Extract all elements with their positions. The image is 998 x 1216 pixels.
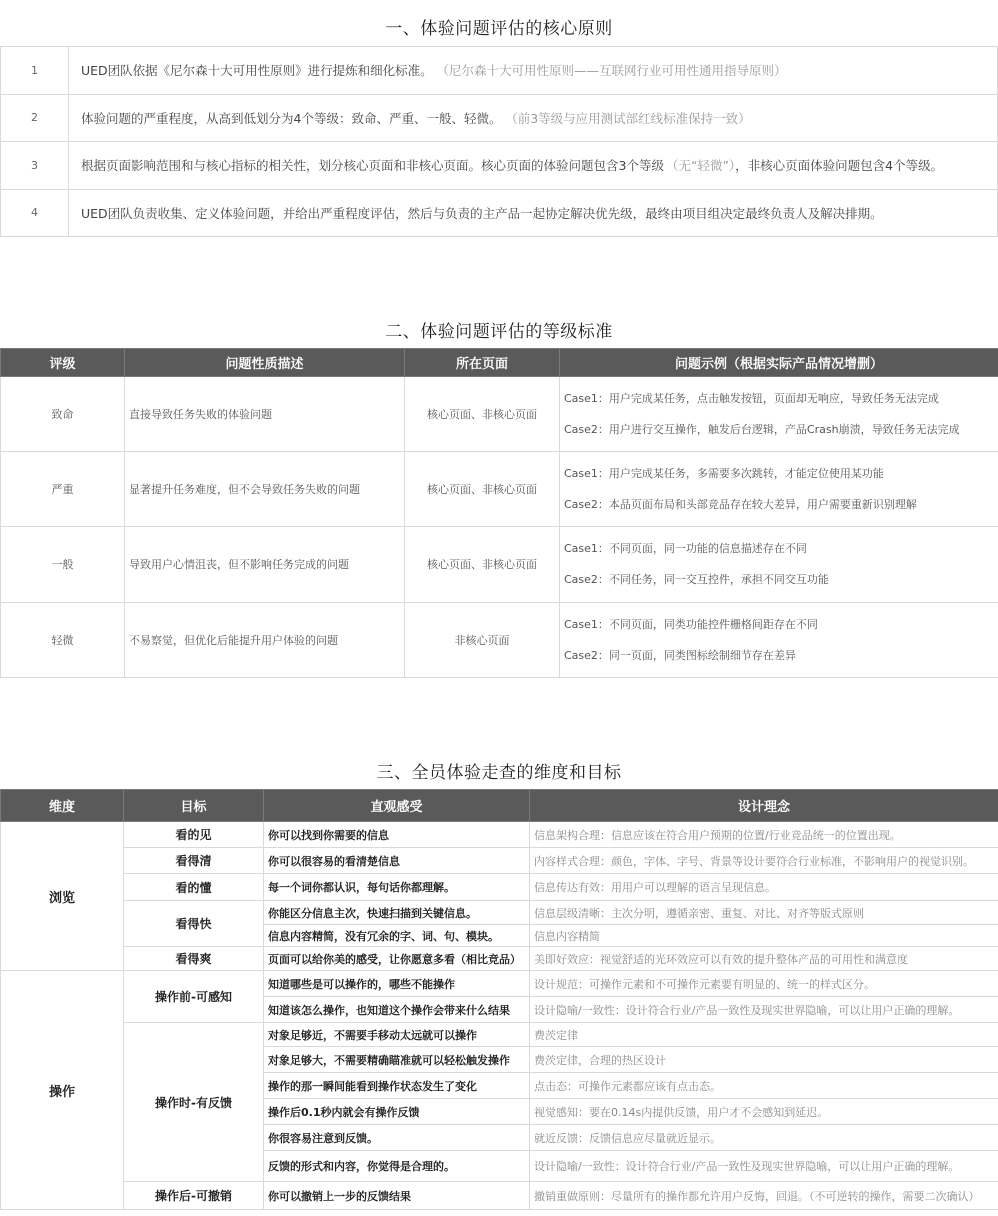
examples-cell [560,602,998,677]
table-row [1,874,998,901]
core-principles-table [0,46,998,237]
table-row [1,47,998,95]
section-title-walkthrough-dimensions: 三、全员体验走查的维度和目标 [376,763,622,783]
dimension-operate: 操作 [1,971,124,1210]
perception-cell: 你可以很容易的看清楚信息 [264,848,530,874]
concept-cell: 信息内容精简 [530,925,998,947]
example-case: Case2：同一页面，同类图标绘制细节存在差异 [564,648,796,662]
table-row [1,189,998,237]
concept-cell: 信息层级清晰：主次分明，遵循亲密、重复、对比、对齐等版式原则 [530,901,998,925]
concept-cell: 信息架构合理：信息应该在符合用户预期的位置/行业竞品统一的位置出现。 [530,822,998,848]
table-header-row [1,790,998,822]
principle-note: （尼尔森十大可用性原则——互联网行业可用性通用指导原则） [442,63,787,79]
goal-cell: 操作前-可感知 [124,971,264,1023]
perception-cell: 对象足够大，不需要精确瞄准就可以轻松触发操作 [264,1047,530,1073]
severity-description: 显著提升任务难度，但不会导致任务失败的问题 [125,452,405,527]
examples-cell [560,377,998,452]
concept-cell: 信息传达有效：用用户可以理解的语言呈现信息。 [530,874,998,901]
examples-cell [560,452,998,527]
goal-cell: 操作时-有反馈 [124,1023,264,1182]
dimension-browse: 浏览 [1,822,124,971]
severity-description: 不易察觉，但优化后能提升用户体验的问题 [125,602,405,677]
table-row [1,1182,998,1210]
column-header-goal: 目标 [124,790,264,822]
row-number: 2 [1,94,69,142]
row-number: 1 [1,47,69,95]
column-header-description: 问题性质描述 [125,349,405,377]
perception-cell: 你很容易注意到反馈。 [264,1125,530,1151]
concept-cell: 设计隐喻/一致性：设计符合行业/产品一致性及现实世界隐喻，可以让用户正确的理解。 [530,1151,998,1182]
table-row [1,377,998,452]
goal-cell: 看的懂 [124,874,264,901]
column-header-dimension: 维度 [1,790,124,822]
severity-description: 直接导致任务失败的体验问题 [125,377,405,452]
concept-cell: 设计隐喻/一致性：设计符合行业/产品一致性及现实世界隐喻，可以让用户正确的理解。 [530,997,998,1023]
column-header-examples: 问题示例（根据实际产品情况增删） [560,349,998,377]
principle-text: 体验问题的严重程度，从高到低划分为4个等级：致命、严重、一般、轻微。 （前3等级与应用测试部红线标准保持一致） [69,94,998,142]
table-row [1,848,998,874]
perception-cell: 反馈的形式和内容，你觉得是合理的。 [264,1151,530,1182]
principle-text: UED团队负责收集、定义体验问题，并给出严重程度评估，然后与负责的主产品一起协定解决优先级，最终由项目组决定最终负责人及解决排期。 [69,189,998,237]
perception-cell: 知道该怎么操作，也知道这个操作会带来什么结果 [264,997,530,1023]
goal-cell: 看得快 [124,901,264,947]
table-row [1,1023,998,1047]
severity-description: 导致用户心情沮丧，但不影响任务完成的问题 [125,527,405,602]
examples-cell [560,527,998,602]
example-case: Case1：不同页面，同一功能的信息描述存在不同 [564,542,807,556]
example-case: Case2：本品页面布局和头部竞品存在较大差异，用户需要重新识别理解 [564,498,917,512]
perception-cell: 对象足够近，不需要手移动太远就可以操作 [264,1023,530,1047]
principle-text: 根据页面影响范围和与核心指标的相关性，划分核心页面和非核心页面。核心页面的体验问题包含3个等级 （无“轻微”），非核心页面体验问题包含4个等级。 [69,142,998,190]
perception-cell: 你能区分信息主次，快速扫描到关键信息。 [264,901,530,925]
example-case: Case1：不同页面，同类功能控件栅格间距存在不同 [564,617,818,631]
severity-level: 轻微 [1,602,125,677]
concept-cell: 设计规范：可操作元素和不可操作元素要有明显的、统一的样式区分。 [530,971,998,997]
concept-cell: 费茨定律，合理的热区设计 [530,1047,998,1073]
column-header-level: 评级 [1,349,125,377]
table-row [1,142,998,190]
table-row [1,452,998,527]
goal-cell: 操作后-可撤销 [124,1182,264,1210]
perception-cell: 你可以找到你需要的信息 [264,822,530,848]
principle-text: UED团队依据《尼尔森十大可用性原则》进行提炼和细化标准。 （尼尔森十大可用性原则——互联网行业可用性通用指导原则） [69,47,998,95]
table-row [1,901,998,925]
example-case: Case2：用户进行交互操作，触发后台逻辑，产品Crash崩溃，导致任务无法完成 [564,423,960,437]
severity-level: 一般 [1,527,125,602]
perception-cell: 操作后0.1秒内就会有操作反馈 [264,1099,530,1125]
perception-cell: 每一个词你都认识，每句话你都理解。 [264,874,530,901]
concept-cell: 撤销重做原则：尽量所有的操作都允许用户反悔，回退。（不可逆转的操作，需要二次确认） [530,1182,998,1210]
severity-levels-table [0,348,998,678]
concept-cell: 就近反馈：反馈信息应尽量就近显示。 [530,1125,998,1151]
perception-cell: 信息内容精简，没有冗余的字、词、句、模块。 [264,925,530,947]
principle-note: （前3等级与应用测试部红线标准保持一致） [511,110,751,126]
table-row [1,602,998,677]
perception-cell: 操作的那一瞬间能看到操作状态发生了变化 [264,1073,530,1099]
concept-cell: 点击态：可操作元素都应该有点击态。 [530,1073,998,1099]
perception-cell: 你可以撤销上一步的反馈结果 [264,1182,530,1210]
severity-level: 严重 [1,452,125,527]
concept-cell: 视觉感知：要在0.14s内提供反馈，用户才不会感知到延迟。 [530,1099,998,1125]
row-number: 3 [1,142,69,190]
column-header-perception: 直观感受 [264,790,530,822]
perception-cell: 知道哪些是可以操作的，哪些不能操作 [264,971,530,997]
severity-level: 致命 [1,377,125,452]
table-row [1,822,998,848]
section-title-core-principles: 一、体验问题评估的核心原则 [385,19,613,39]
walkthrough-dimensions-table [0,789,998,1210]
row-number: 4 [1,189,69,237]
concept-cell: 费茨定律 [530,1023,998,1047]
page-scope: 核心页面、非核心页面 [405,377,560,452]
page-scope: 核心页面、非核心页面 [405,527,560,602]
example-case: Case1：用户完成某任务，多需要多次跳转，才能定位使用某功能 [564,467,884,481]
table-row [1,94,998,142]
goal-cell: 看得清 [124,848,264,874]
goal-cell: 看得爽 [124,947,264,971]
example-case: Case2：不同任务，同一交互控件，承担不同交互功能 [564,573,829,587]
concept-cell: 美即好效应：视觉舒适的光环效应可以有效的提升整体产品的可用性和满意度 [530,947,998,971]
section-title-severity-levels: 二、体验问题评估的等级标准 [385,322,613,342]
column-header-design-concept: 设计理念 [530,790,998,822]
column-header-page: 所在页面 [405,349,560,377]
table-row [1,947,998,971]
page-scope: 非核心页面 [405,602,560,677]
example-case: Case1：用户完成某任务，点击触发按钮，页面却无响应，导致任务无法完成 [564,392,939,406]
table-row [1,971,998,997]
goal-cell: 看的见 [124,822,264,848]
table-header-row [1,349,998,377]
principle-note: （无“轻微”） [665,158,736,174]
page-scope: 核心页面、非核心页面 [405,452,560,527]
concept-cell: 内容样式合理：颜色，字体、字号、背景等设计要符合行业标准，不影响用户的视觉识别。 [530,848,998,874]
table-row [1,527,998,602]
perception-cell: 页面可以给你美的感受，让你愿意多看（相比竞品） [264,947,530,971]
